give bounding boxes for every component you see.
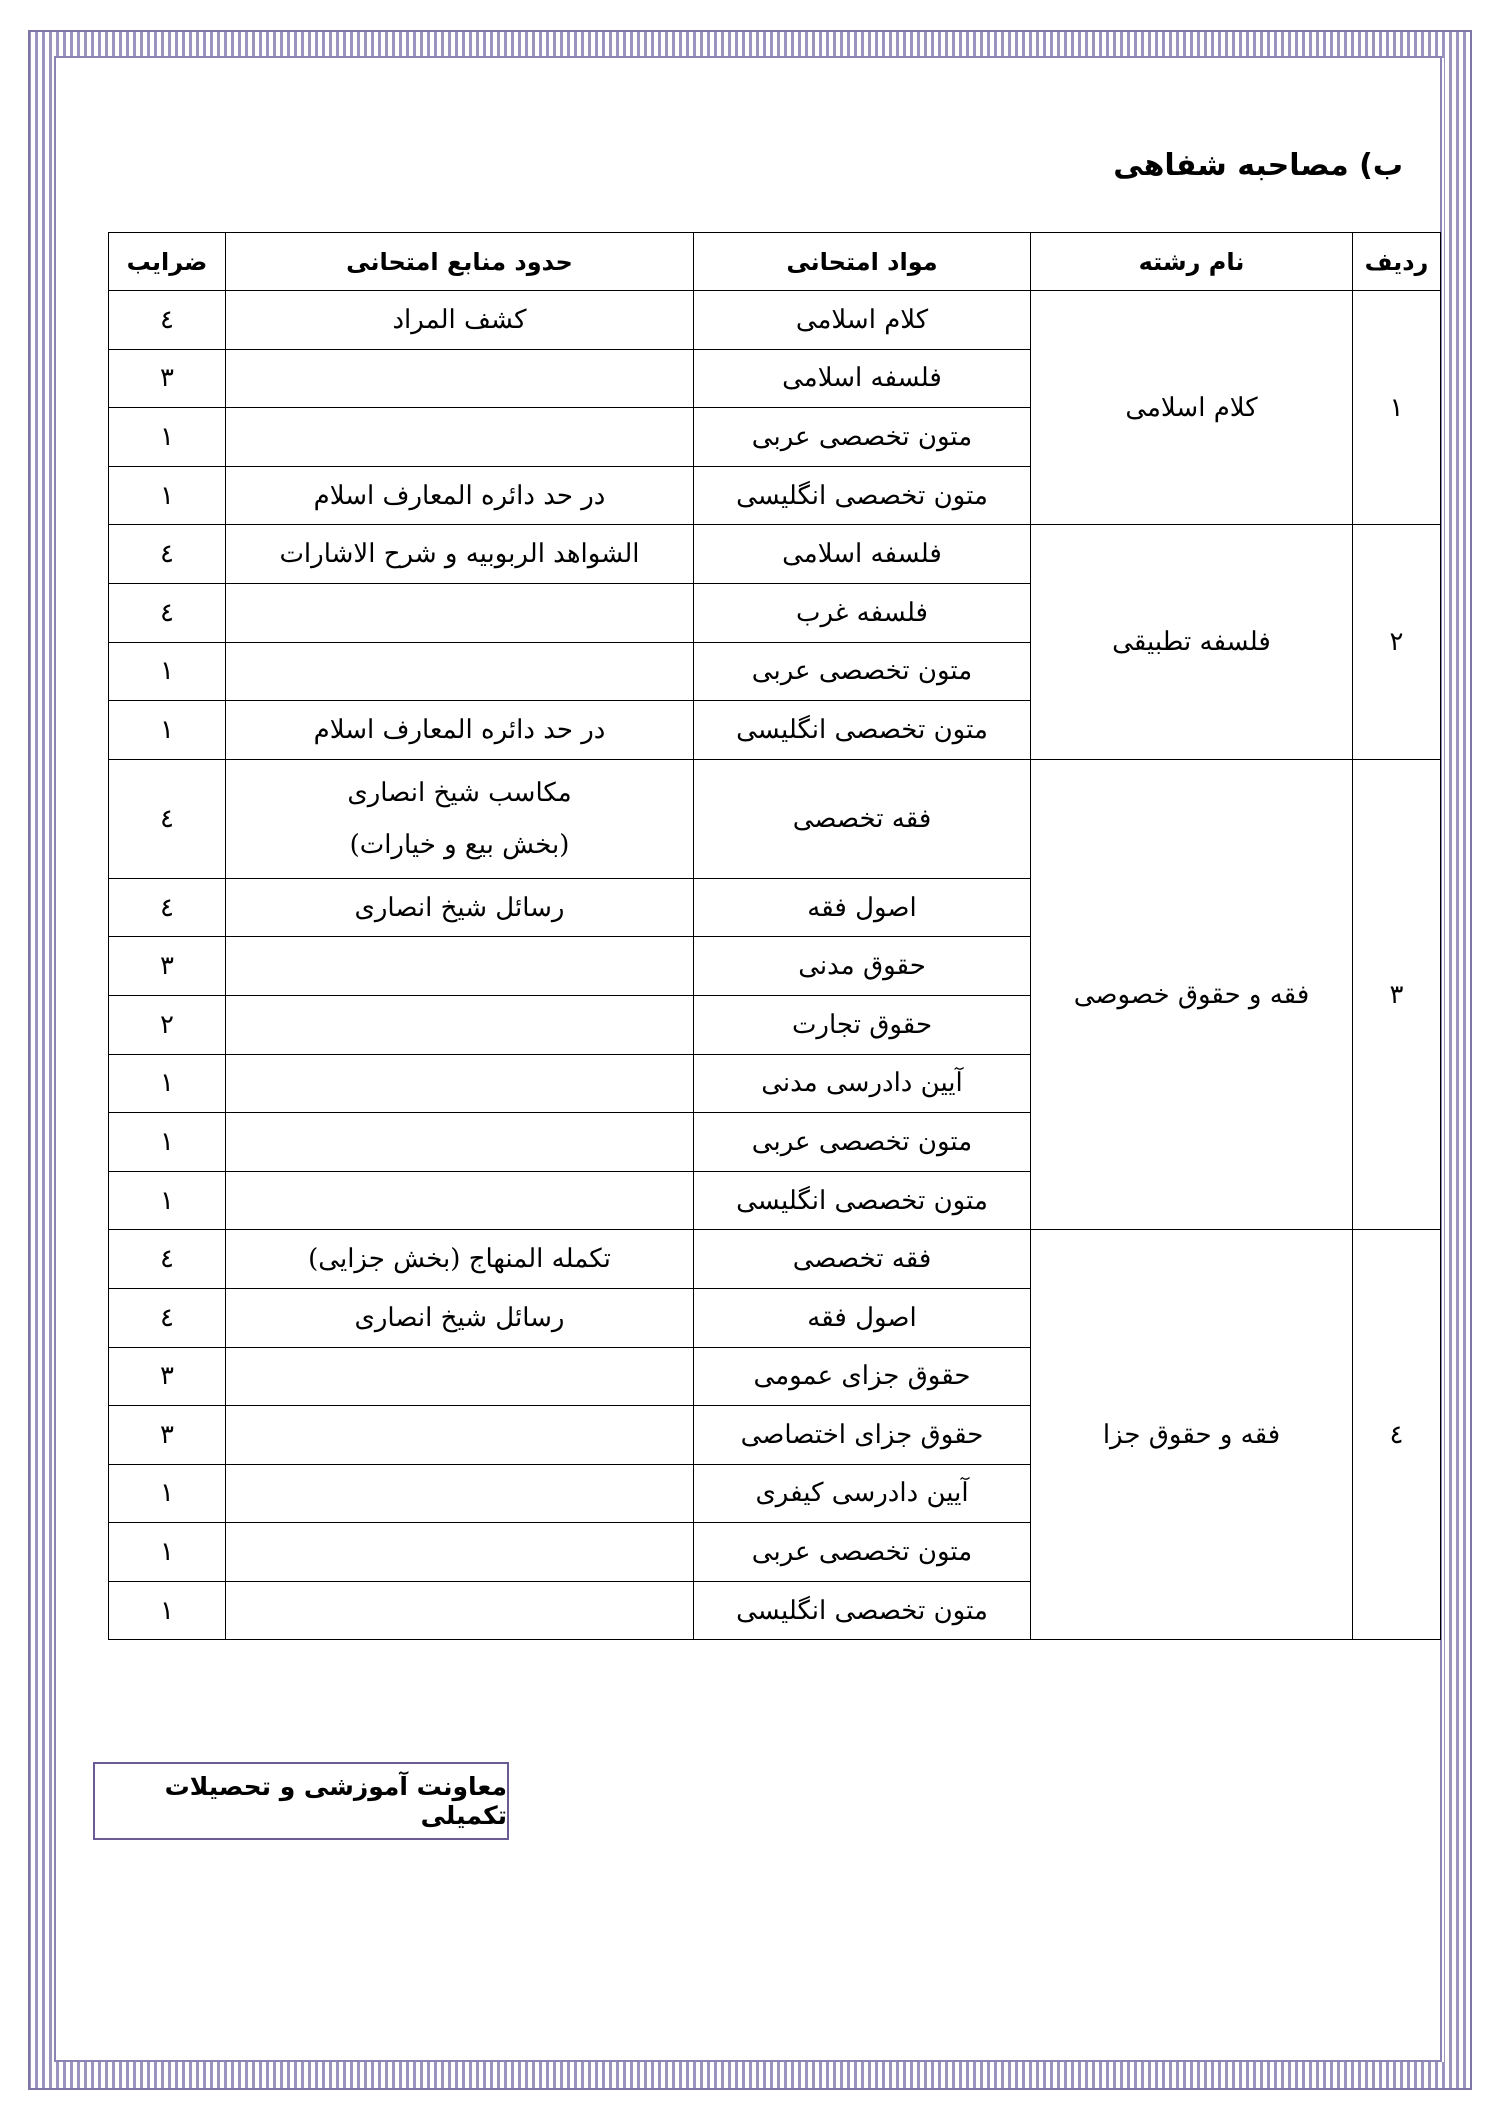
cell-coef: ٤ (109, 525, 226, 584)
header-radif: ردیف (1353, 233, 1441, 291)
cell-subject: کلام اسلامی (694, 291, 1031, 350)
cell-subject: متون تخصصی عربی (694, 1523, 1031, 1582)
cell-subject: فلسفه اسلامی (694, 349, 1031, 408)
source-line: مکاسب شیخ انصاری (347, 777, 572, 808)
table-row (109, 525, 1441, 584)
cell-radif: ٤ (1353, 1230, 1441, 1640)
cell-subject: متون تخصصی انگلیسی (694, 1171, 1031, 1230)
cell-subject: حقوق تجارت (694, 995, 1031, 1054)
table-row (109, 1230, 1441, 1289)
cell-source (226, 1581, 694, 1640)
cell-field: فقه و حقوق خصوصی (1031, 759, 1353, 1230)
cell-source (226, 701, 694, 760)
footer-office-label: معاونت آموزشی و تحصیلات تکمیلی (93, 1762, 509, 1840)
source-line: کشف المراد (392, 304, 527, 335)
cell-coef: ٢ (109, 995, 226, 1054)
section-title: ب) مصاحبه شفاهی (1113, 148, 1403, 183)
header-field: نام رشته (1031, 233, 1353, 291)
cell-radif: ٢ (1353, 525, 1441, 759)
cell-source (226, 1406, 694, 1465)
table-header-row (109, 233, 1441, 291)
cell-source (226, 1288, 694, 1347)
cell-coef: ٤ (109, 759, 226, 878)
cell-subject: متون تخصصی انگلیسی (694, 466, 1031, 525)
source-line: در حد دائره المعارف اسلام (313, 714, 606, 745)
cell-radif: ١ (1353, 291, 1441, 525)
cell-coef: ١ (109, 408, 226, 467)
cell-radif: ٣ (1353, 759, 1441, 1230)
cell-source (226, 1054, 694, 1113)
cell-source (226, 1523, 694, 1582)
cell-source (226, 525, 694, 584)
cell-field: کلام اسلامی (1031, 291, 1353, 525)
cell-source (226, 937, 694, 996)
cell-source (226, 408, 694, 467)
cell-subject: حقوق جزای اختصاصی (694, 1406, 1031, 1465)
source-line: تکمله المنهاج (بخش جزایی) (308, 1244, 611, 1275)
cell-coef: ١ (109, 1113, 226, 1172)
cell-source (226, 995, 694, 1054)
cell-source (226, 878, 694, 937)
cell-source (226, 1230, 694, 1289)
cell-source (226, 583, 694, 642)
table-row (109, 291, 1441, 350)
cell-source (226, 642, 694, 701)
cell-subject: متون تخصصی انگلیسی (694, 1581, 1031, 1640)
exam-table (108, 232, 1441, 1640)
source-line: رسائل شیخ انصاری (354, 892, 565, 923)
cell-subject: حقوق جزای عمومی (694, 1347, 1031, 1406)
cell-coef: ٤ (109, 583, 226, 642)
cell-subject: متون تخصصی عربی (694, 642, 1031, 701)
cell-coef: ١ (109, 1171, 226, 1230)
cell-coef: ١ (109, 466, 226, 525)
cell-coef: ٣ (109, 349, 226, 408)
source-line: (بخش بیع و خیارات) (349, 829, 570, 860)
cell-coef: ٣ (109, 1347, 226, 1406)
cell-coef: ٤ (109, 291, 226, 350)
cell-field: فلسفه تطبیقی (1031, 525, 1353, 759)
cell-subject: فلسفه اسلامی (694, 525, 1031, 584)
cell-subject: فلسفه غرب (694, 583, 1031, 642)
header-coef: ضرایب (109, 233, 226, 291)
header-subject: مواد امتحانی (694, 233, 1031, 291)
source-line: در حد دائره المعارف اسلام (313, 480, 606, 511)
cell-subject: متون تخصصی عربی (694, 408, 1031, 467)
table-body (109, 291, 1441, 1640)
cell-coef: ١ (109, 1523, 226, 1582)
cell-field: فقه و حقوق جزا (1031, 1230, 1353, 1640)
cell-coef: ١ (109, 642, 226, 701)
cell-subject: اصول فقه (694, 1288, 1031, 1347)
cell-subject: متون تخصصی انگلیسی (694, 701, 1031, 760)
cell-source (226, 759, 694, 878)
cell-coef: ١ (109, 1581, 226, 1640)
cell-subject: متون تخصصی عربی (694, 1113, 1031, 1172)
cell-source (226, 1113, 694, 1172)
cell-subject: اصول فقه (694, 878, 1031, 937)
cell-coef: ٣ (109, 937, 226, 996)
cell-coef: ٤ (109, 1230, 226, 1289)
cell-source (226, 1464, 694, 1523)
cell-subject: فقه تخصصی (694, 1230, 1031, 1289)
cell-source (226, 349, 694, 408)
header-source: حدود منابع امتحانی (226, 233, 694, 291)
cell-source (226, 1171, 694, 1230)
cell-coef: ١ (109, 1054, 226, 1113)
cell-subject: فقه تخصصی (694, 759, 1031, 878)
cell-source (226, 1347, 694, 1406)
cell-subject: آیین دادرسی مدنی (694, 1054, 1031, 1113)
cell-coef: ٣ (109, 1406, 226, 1465)
table-row (109, 759, 1441, 878)
source-line: رسائل شیخ انصاری (354, 1302, 565, 1333)
cell-source (226, 466, 694, 525)
cell-coef: ٤ (109, 1288, 226, 1347)
cell-coef: ٤ (109, 878, 226, 937)
cell-subject: حقوق مدنی (694, 937, 1031, 996)
cell-subject: آیین دادرسی کیفری (694, 1464, 1031, 1523)
cell-coef: ١ (109, 1464, 226, 1523)
cell-coef: ١ (109, 701, 226, 760)
source-line: الشواهد الربوبیه و شرح الاشارات (279, 539, 640, 570)
cell-source (226, 291, 694, 350)
